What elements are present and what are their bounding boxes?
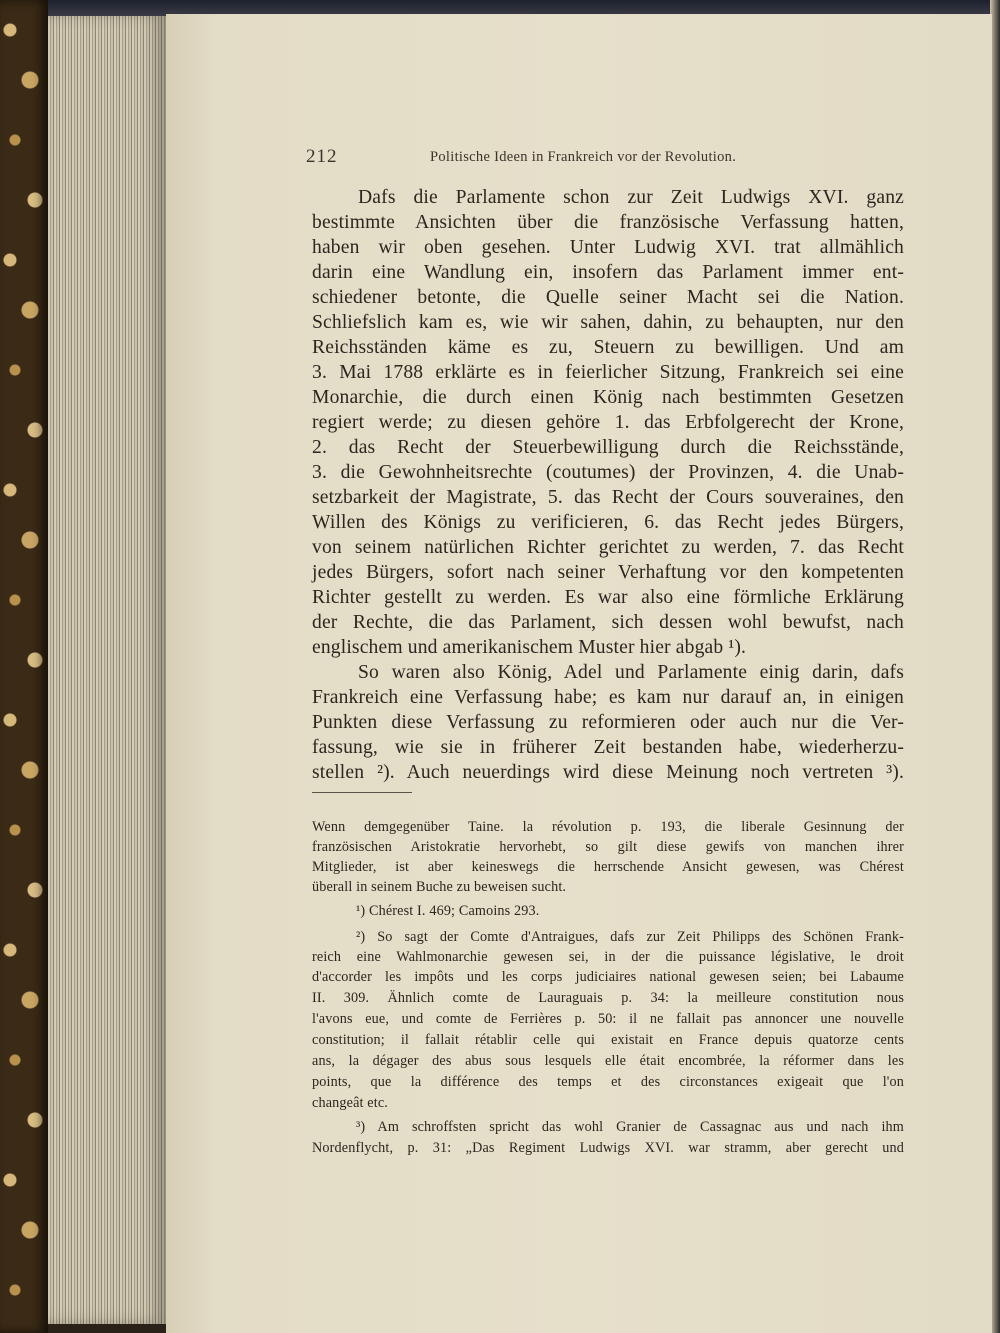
body-line: Willen des Königs zu verificieren, 6. das Recht jedes Bürgers, (312, 512, 904, 533)
body-line: stellen ²). Auch neuerdings wird diese Meinung noch vertreten ³). (312, 762, 904, 783)
body-line: Monarchie, die durch einen König nach bestimmten Gesetzen (312, 387, 904, 408)
body-line: regiert werde; zu diesen gehöre 1. das Erbfolgerecht der Krone, (312, 412, 904, 433)
footnote-line: II. 309. Ähnlich comte de Lauraguais p. 34: la meilleure constitution nous (312, 990, 904, 1006)
footnote-line: ans, la dégager des abus sous lesquels elle était encombrée, la réformer dans les (312, 1053, 904, 1069)
body-line: 3. die Gewohnheitsrechte (coutumes) der Provinzen, 4. die Unab- (312, 462, 904, 483)
footnote-line: Mitglieder, ist aber keineswegs die herrschende Ansicht gewesen, was Chérest (312, 859, 904, 875)
page-edges (48, 14, 166, 1324)
running-title: Politische Ideen in Frankreich vor der Revolution. (430, 149, 737, 165)
body-line: von seinem natürlichen Richter gerichtet zu werden, 7. das Recht (312, 537, 904, 558)
body-line: Dafs die Parlamente schon zur Zeit Ludwigs XVI. ganz (358, 187, 904, 208)
body-line: setzbarkeit der Magistrate, 5. das Recht der Cours souveraines, den (312, 487, 904, 508)
footnote-line: constitution; il fallait rétablir celle qui existait en France depuis quatorze cents (312, 1032, 904, 1048)
body-line: So waren also König, Adel und Parlamente einig darin, dafs (358, 662, 904, 683)
footnote-line: ²) So sagt der Comte d'Antraigues, dafs zur Zeit Philipps des Schönen Frank- (356, 929, 904, 945)
body-line: darin eine Wandlung ein, insofern das Parlament immer ent- (312, 262, 904, 283)
body-line: Punkten diese Verfassung zu reformieren oder auch nur die Ver- (312, 712, 904, 733)
running-head (306, 144, 946, 174)
body-line: Reichsständen käme es zu, Steuern zu bewilligen. Und am (312, 337, 904, 358)
body-line: fassung, wie sie in früherer Zeit bestanden habe, wiederherzu- (312, 737, 904, 758)
footnote-line: changeât etc. (312, 1095, 388, 1111)
body-line: schiedener betonte, die Quelle seiner Macht sei die Nation. (312, 287, 904, 308)
page-number: 212 (306, 146, 338, 167)
body-line: bestimmte Ansichten über die französische Verfassung hatten, (312, 212, 904, 233)
body-line: 2. das Recht der Steuerbewilligung durch die Reichsstände, (312, 437, 904, 458)
body-line: englischem und amerikanischem Muster hier abgab ¹). (312, 637, 747, 658)
footnote-line: überall in seinem Buche zu beweisen sucht. (312, 879, 567, 895)
body-line: Schliefslich kam es, wie wir sahen, dahin, zu behaupten, nur den (312, 312, 904, 333)
footnote-line: points, que la différence des temps et des circonstances exigeait que l'on (312, 1074, 904, 1090)
footnote-line: Wenn demgegenüber Taine. la révolution p. 193, die liberale Gesinnung der (312, 819, 904, 835)
footnote-line: l'avons eue, und comte de Ferrières p. 50: il ne fallait pas annoncer une nouvelle (312, 1011, 904, 1027)
body-line: 3. Mai 1788 erklärte es in feierlicher Sitzung, Frankreich sei eine (312, 362, 904, 383)
book-cover-edge (0, 0, 48, 1333)
book-page (166, 14, 992, 1333)
footnote-line: Nordenflycht, p. 31: „Das Regiment Ludwigs XVI. war stramm, aber gerecht und (312, 1140, 904, 1156)
body-line: Frankreich eine Verfassung habe; es kam nur darauf an, in einigen (312, 687, 904, 708)
body-line: Richter gestellt zu werden. Es war also eine förmliche Erklärung (312, 587, 904, 608)
footnote-line: französischen Aristokratie hervorhebt, so gilt diese gewifs von manchen ihrer (312, 839, 904, 855)
footnote-line: reich eine Wahlmonarchie gewesen sei, in der die puissance législative, le droit (312, 949, 904, 965)
footnote-line: ³) Am schroffsten spricht das wohl Granier de Cassagnac aus und nach ihm (356, 1119, 904, 1135)
footnote-line: ¹) Chérest I. 469; Camoins 293. (356, 903, 540, 919)
footnote-rule (312, 792, 412, 793)
body-line: haben wir oben gesehen. Unter Ludwig XVI. trat allmählich (312, 237, 904, 258)
body-line: jedes Bürgers, sofort nach seiner Verhaftung vor den kompetenten (312, 562, 904, 583)
footnote-line: d'accorder les impôts und les corps judiciaires national gewesen seien; bei Labaume (312, 969, 904, 985)
body-line: der Rechte, die das Parlament, sich dessen wohl bewufst, nach (312, 612, 904, 633)
